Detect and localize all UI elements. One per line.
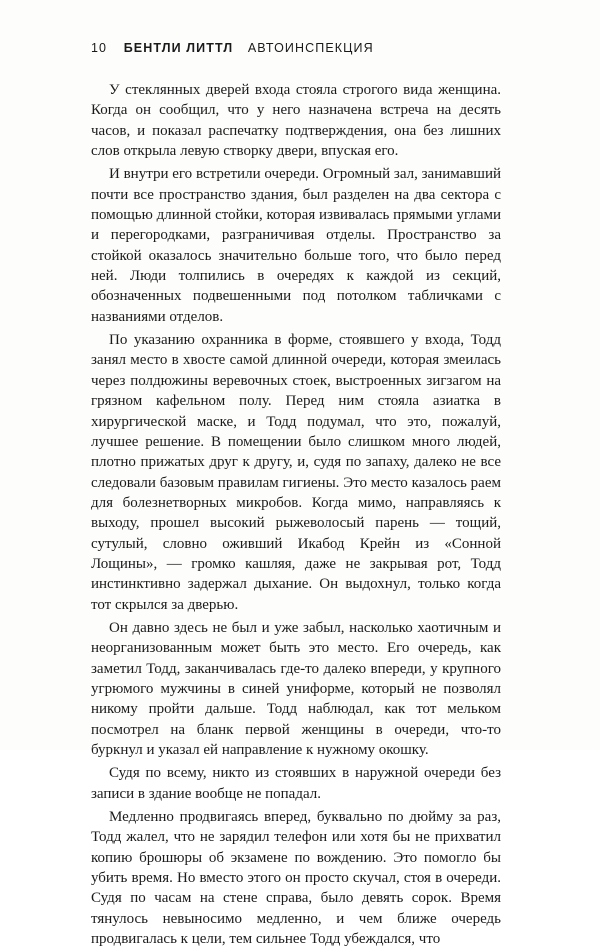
paragraph: По указанию охранника в форме, стоявшего у входа, Тодд занял место в хвосте самой длинной очереди, которая змеилась через полдюжины веревочных стоек, выстроенных зигзагом на грязном кафельном полу. Перед ним стояла азиатка в хирургической маске, и Тодд подумал, что это, пожалуй, лучшее решение. В помещении было слишком много людей, плотно прижатых друг к другу, и, судя по запаху, далеко не все следовали базовым правилам гигиены. Это место казалось раем для болезнетворных микробов. Когда мимо, направляясь к выходу, прошел высокий рыжеволосый парень — тощий, сутулый, словно оживший Икабод Крейн из «Сонной Лощины», — громко кашляя, даже не закрывая рот, Тодд инстинктивно задержал дыхание. Он выдохнул, только когда тот скрылся за дверью.: [91, 332, 501, 613]
paragraph: Он давно здесь не был и уже забыл, насколько хаотичным и неорганизованным может быть это место. Его очередь, как заметил Тодд, заканчивалась где-то далеко впереди, у крупного угрюмого мужчины в синей униформе, который не позволял никому пройти дальше. Тодд наблюдал, как тот мельком посмотрел на бланк первой женщины в очереди, что-то буркнул и указал ей направление к нужному окошку.: [91, 619, 501, 758]
paragraph: У стеклянных дверей входа стояла строгого вида женщина. Когда он сообщил, что у него назначена встреча на десять часов, и показал распечатку подтверждения, она без лишних слов открыла левую створку двери, впуская его.: [91, 82, 501, 160]
body-text: [91, 80, 501, 952]
author-name: БЕНТЛИ ЛИТТЛ: [123, 41, 234, 55]
book-title: АВТОИНСПЕКЦИЯ: [247, 41, 374, 55]
running-head: [91, 41, 374, 55]
paragraph: Судя по всему, никто из стоявших в наружной очереди без записи в здание вообще не попадал.: [91, 765, 501, 802]
page-number: 10: [91, 41, 108, 55]
paragraph: И внутри его встретили очереди. Огромный зал, занимавший почти все пространство здания, был разделен на два сектора с помощью длинной стойки, которая извивалась прямыми углами и перегородками, разграничивая отделы. Пространство за стойкой оказалось значительно больше того, что было перед ней. Люди толпились в очередях к каждой из секций, обозначенных подвешенными под потолком табличками с названиями отделов.: [91, 166, 501, 325]
paragraph: Медленно продвигаясь вперед, буквально по дюйму за раз, Тодд жалел, что не зарядил телефон или хотя бы не прихватил копию брошюры об экзамене по вождению. Это помогло бы убить время. Но вместо этого он просто скучал, стоя в очереди. Судя по часам на стене справа, было девять сорок. Время тянулось невыносимо медленно, и чем ближе очередь продвигалась к цели, тем сильнее Тодд убеждался, что: [91, 809, 501, 948]
